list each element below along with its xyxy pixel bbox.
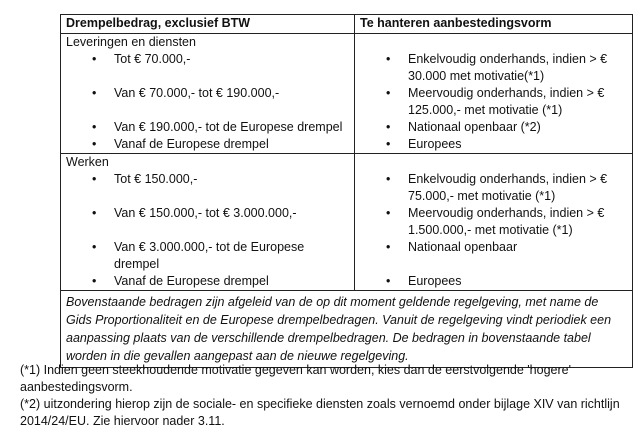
bullet: • xyxy=(92,120,97,134)
bullet: • xyxy=(386,172,391,186)
table-note: Bovenstaande bedragen zijn afgeleid van de op dit moment geldende regelgeving, met name de Gids Proportionaliteit en de Europese drempelbedragen. Vanuit de regelgeving vindt periodiek een aanpassing plaats van de verschillende drempelbedragen. De bedragen in bovenstaande tabel worden in die gevallen aangepast aan de nieuwe regelgeving. xyxy=(61,291,633,368)
section-title: Leveringen en diensten xyxy=(66,35,196,49)
threshold-table xyxy=(60,14,633,368)
bullet: • xyxy=(92,86,97,100)
works-thresholds xyxy=(61,154,355,291)
bullet: • xyxy=(92,172,97,186)
bullet: • xyxy=(386,52,391,66)
bullet: • xyxy=(92,206,97,220)
bullet: • xyxy=(92,137,97,151)
section-row-works xyxy=(61,154,633,291)
list-item: • Nationaal openbaar (*2) xyxy=(386,120,541,134)
header-procedure: Te hanteren aanbestedingsvorm xyxy=(355,15,633,34)
list-item: • Vanaf de Europese drempel xyxy=(92,274,269,288)
list-item: • Van € 190.000,- tot de Europese drempel xyxy=(92,120,343,134)
list-item: • Europees xyxy=(386,137,462,151)
list-item: • Nationaal openbaar xyxy=(386,240,518,254)
note-row xyxy=(61,291,633,368)
bullet: • xyxy=(386,86,391,100)
footnotes xyxy=(20,362,630,430)
list-item: • Tot € 150.000,- xyxy=(92,172,198,186)
section-title: Werken xyxy=(66,155,109,169)
list-item: • Enkelvoudig onderhands, indien > € 75.000,- met motivatie (*1) xyxy=(386,172,608,203)
table-header-row xyxy=(61,15,633,34)
footnote-2: (*2) uitzondering hierop zijn de sociale- en specifieke diensten zoals vernoemd onder bijlage XIV van richtlijn 2014/24/EU. Zie hiervoor nader 3.11. xyxy=(20,397,620,428)
bullet: • xyxy=(386,274,391,288)
works-procedures xyxy=(355,154,633,291)
bullet: • xyxy=(92,274,97,288)
bullet: • xyxy=(386,120,391,134)
list-item: • Meervoudig onderhands, indien > € 125.000,- met motivatie (*1) xyxy=(386,86,605,117)
list-item: • Van € 150.000,- tot € 3.000.000,- xyxy=(92,206,297,220)
section-row-supplies xyxy=(61,34,633,154)
list-item: • Meervoudig onderhands, indien > € 1.500.000,- met motivatie (*1) xyxy=(386,206,605,237)
footnote-1: (*1) Indien geen steekhoudende motivatie gegeven kan worden, kies dan de eerstvolgende 'hogere' aanbestedingsvorm. xyxy=(20,363,571,394)
list-item: • Europees xyxy=(386,274,462,288)
supplies-procedures xyxy=(355,34,633,154)
header-threshold: Drempelbedrag, exclusief BTW xyxy=(61,15,355,34)
bullet: • xyxy=(386,206,391,220)
bullet: • xyxy=(386,137,391,151)
list-item: • Enkelvoudig onderhands, indien > € 30.000 met motivatie(*1) xyxy=(386,52,608,83)
list-item: • Van € 3.000.000,- tot de Europese drempel xyxy=(92,240,305,271)
list-item: • Tot € 70.000,- xyxy=(92,52,191,66)
bullet: • xyxy=(92,52,97,66)
bullet: • xyxy=(92,240,97,254)
bullet: • xyxy=(386,240,391,254)
list-item: • Van € 70.000,- tot € 190.000,- xyxy=(92,86,280,100)
supplies-thresholds xyxy=(61,34,355,154)
list-item: • Vanaf de Europese drempel xyxy=(92,137,269,151)
